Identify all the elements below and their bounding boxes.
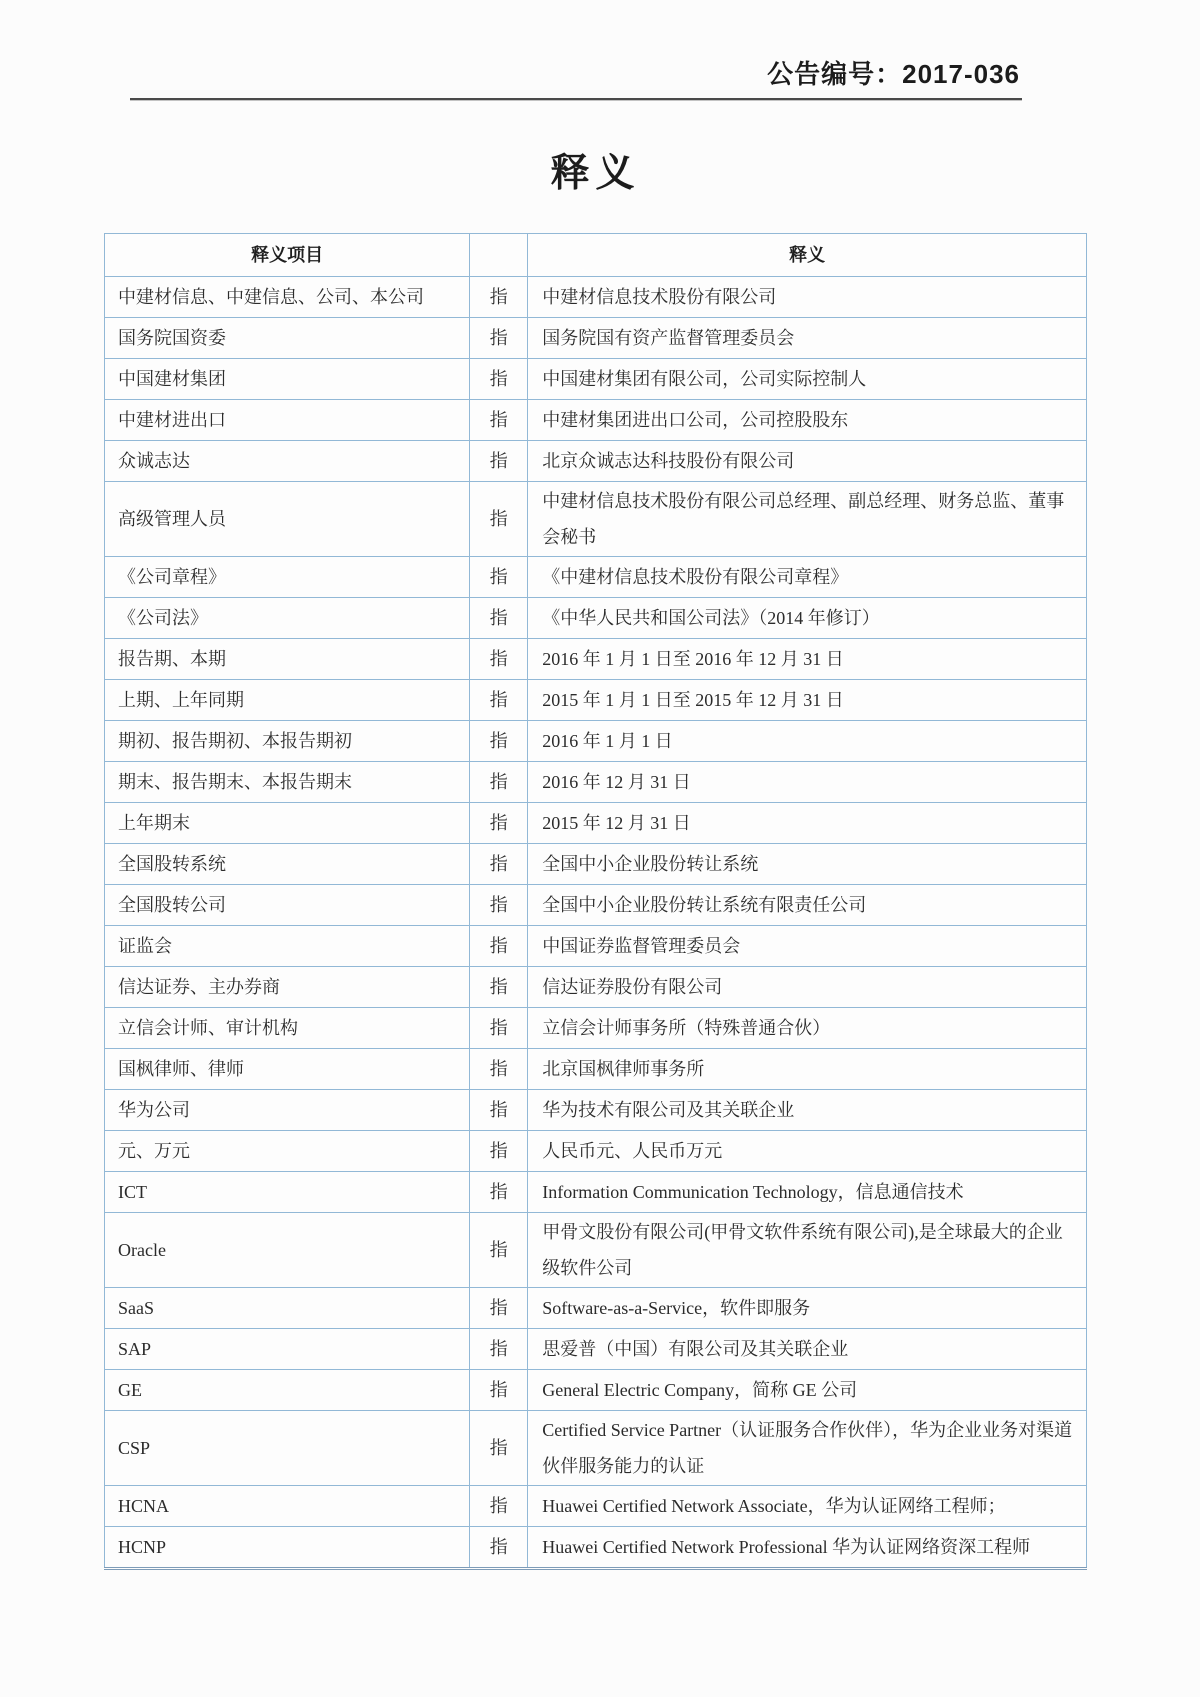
definition-cell: 《中建材信息技术股份有限公司章程》 [528, 557, 1087, 598]
column-header-term: 释义项目 [105, 234, 470, 277]
table-row [105, 1527, 1087, 1569]
term-cell: 证监会 [105, 926, 470, 967]
term-cell: 中建材信息、中建信息、公司、本公司 [105, 277, 470, 318]
table-row [105, 885, 1087, 926]
definition-cell: Software-as-a-Service，软件即服务 [528, 1288, 1087, 1329]
zhi-cell: 指 [470, 400, 528, 441]
term-cell: 《公司章程》 [105, 557, 470, 598]
definition-cell: General Electric Company，简称 GE 公司 [528, 1370, 1087, 1411]
term-cell: 中建材进出口 [105, 400, 470, 441]
table-row [105, 1370, 1087, 1411]
table-row [105, 803, 1087, 844]
table-row [105, 1131, 1087, 1172]
zhi-cell: 指 [470, 1288, 528, 1329]
definition-cell: Huawei Certified Network Professional 华为认证网络资深工程师 [528, 1527, 1087, 1569]
definition-cell: 信达证券股份有限公司 [528, 967, 1087, 1008]
zhi-cell: 指 [470, 885, 528, 926]
term-cell: HCNP [105, 1527, 470, 1569]
definition-cell: 中建材信息技术股份有限公司 [528, 277, 1087, 318]
term-cell: 国务院国资委 [105, 318, 470, 359]
term-cell: 元、万元 [105, 1131, 470, 1172]
table-row [105, 557, 1087, 598]
definition-cell: 全国中小企业股份转让系统 [528, 844, 1087, 885]
table-row [105, 1411, 1087, 1486]
term-cell: 上年期末 [105, 803, 470, 844]
zhi-cell: 指 [470, 1131, 528, 1172]
zhi-cell: 指 [470, 1486, 528, 1527]
term-cell: 中国建材集团 [105, 359, 470, 400]
zhi-cell: 指 [470, 926, 528, 967]
column-header-middle [470, 234, 528, 277]
table-row [105, 1213, 1087, 1288]
definition-cell: 国务院国有资产监督管理委员会 [528, 318, 1087, 359]
zhi-cell: 指 [470, 762, 528, 803]
zhi-cell: 指 [470, 967, 528, 1008]
zhi-cell: 指 [470, 441, 528, 482]
term-cell: GE [105, 1370, 470, 1411]
term-cell: 高级管理人员 [105, 482, 470, 557]
term-cell: 报告期、本期 [105, 639, 470, 680]
definition-cell: 2016 年 12 月 31 日 [528, 762, 1087, 803]
page-title: 释义 [550, 152, 641, 195]
definition-cell: 2015 年 12 月 31 日 [528, 803, 1087, 844]
zhi-cell: 指 [470, 803, 528, 844]
term-cell: 上期、上年同期 [105, 680, 470, 721]
table-row [105, 1049, 1087, 1090]
term-cell: 期初、报告期初、本报告期初 [105, 721, 470, 762]
zhi-cell: 指 [470, 680, 528, 721]
table-row [105, 359, 1087, 400]
term-cell: 信达证券、主办券商 [105, 967, 470, 1008]
table-row [105, 277, 1087, 318]
definition-cell: 中建材信息技术股份有限公司总经理、副总经理、财务总监、董事会秘书 [528, 482, 1087, 557]
table-row [105, 400, 1087, 441]
zhi-cell: 指 [470, 482, 528, 557]
term-cell: 期末、报告期末、本报告期末 [105, 762, 470, 803]
zhi-cell: 指 [470, 721, 528, 762]
definition-cell: 思爱普（中国）有限公司及其关联企业 [528, 1329, 1087, 1370]
definition-cell: 北京国枫律师事务所 [528, 1049, 1087, 1090]
table-row [105, 844, 1087, 885]
zhi-cell: 指 [470, 1411, 528, 1486]
term-cell: 国枫律师、律师 [105, 1049, 470, 1090]
definitions-table [104, 233, 1087, 1570]
definition-cell: 《中华人民共和国公司法》（2014 年修订） [528, 598, 1087, 639]
page-header [0, 0, 1200, 91]
term-cell: 全国股转系统 [105, 844, 470, 885]
zhi-cell: 指 [470, 557, 528, 598]
term-cell: ICT [105, 1172, 470, 1213]
term-cell: SAP [105, 1329, 470, 1370]
definition-cell: Certified Service Partner（认证服务合作伙伴），华为企业业务对渠道伙伴服务能力的认证 [528, 1411, 1087, 1486]
zhi-cell: 指 [470, 598, 528, 639]
term-cell: 立信会计师、审计机构 [105, 1008, 470, 1049]
zhi-cell: 指 [470, 1049, 528, 1090]
zhi-cell: 指 [470, 1213, 528, 1288]
table-row [105, 762, 1087, 803]
definition-cell: 中国证券监督管理委员会 [528, 926, 1087, 967]
table-body [105, 277, 1087, 1569]
zhi-cell: 指 [470, 844, 528, 885]
table-row [105, 441, 1087, 482]
definition-cell: 中建材集团进出口公司，公司控股股东 [528, 400, 1087, 441]
zhi-cell: 指 [470, 1527, 528, 1569]
table-row [105, 318, 1087, 359]
term-cell: CSP [105, 1411, 470, 1486]
table-row [105, 1486, 1087, 1527]
table-row [105, 926, 1087, 967]
table-row [105, 1090, 1087, 1131]
definition-cell: 北京众诚志达科技股份有限公司 [528, 441, 1087, 482]
definition-cell: 人民币元、人民币万元 [528, 1131, 1087, 1172]
table-row [105, 1288, 1087, 1329]
definition-cell: Information Communication Technology，信息通信技术 [528, 1172, 1087, 1213]
term-cell: 《公司法》 [105, 598, 470, 639]
definition-cell: 2015 年 1 月 1 日至 2015 年 12 月 31 日 [528, 680, 1087, 721]
definition-cell: 立信会计师事务所（特殊普通合伙） [528, 1008, 1087, 1049]
zhi-cell: 指 [470, 277, 528, 318]
definition-cell: 2016 年 1 月 1 日 [528, 721, 1087, 762]
zhi-cell: 指 [470, 359, 528, 400]
zhi-cell: 指 [470, 1090, 528, 1131]
definition-cell: 甲骨文股份有限公司(甲骨文软件系统有限公司),是全球最大的企业级软件公司 [528, 1213, 1087, 1288]
table-row [105, 680, 1087, 721]
table-row [105, 1008, 1087, 1049]
term-cell: HCNA [105, 1486, 470, 1527]
table-row [105, 721, 1087, 762]
term-cell: 众诚志达 [105, 441, 470, 482]
definition-cell: Huawei Certified Network Associate，华为认证网络工程师； [528, 1486, 1087, 1527]
table-row [105, 967, 1087, 1008]
zhi-cell: 指 [470, 1172, 528, 1213]
term-cell: 华为公司 [105, 1090, 470, 1131]
table-row [105, 1329, 1087, 1370]
table-row [105, 482, 1087, 557]
definition-cell: 2016 年 1 月 1 日至 2016 年 12 月 31 日 [528, 639, 1087, 680]
table-header-row [105, 234, 1087, 277]
header-divider [130, 98, 1022, 100]
term-cell: Oracle [105, 1213, 470, 1288]
term-cell: SaaS [105, 1288, 470, 1329]
zhi-cell: 指 [470, 1370, 528, 1411]
zhi-cell: 指 [470, 639, 528, 680]
zhi-cell: 指 [470, 318, 528, 359]
table-row [105, 639, 1087, 680]
zhi-cell: 指 [470, 1008, 528, 1049]
zhi-cell: 指 [470, 1329, 528, 1370]
column-header-definition: 释义 [528, 234, 1087, 277]
definition-cell: 全国中小企业股份转让系统有限责任公司 [528, 885, 1087, 926]
definition-cell: 华为技术有限公司及其关联企业 [528, 1090, 1087, 1131]
announcement-number: 公告编号：2017-036 [767, 59, 1020, 89]
definition-cell: 中国建材集团有限公司，公司实际控制人 [528, 359, 1087, 400]
table-row [105, 598, 1087, 639]
term-cell: 全国股转公司 [105, 885, 470, 926]
table-row [105, 1172, 1087, 1213]
